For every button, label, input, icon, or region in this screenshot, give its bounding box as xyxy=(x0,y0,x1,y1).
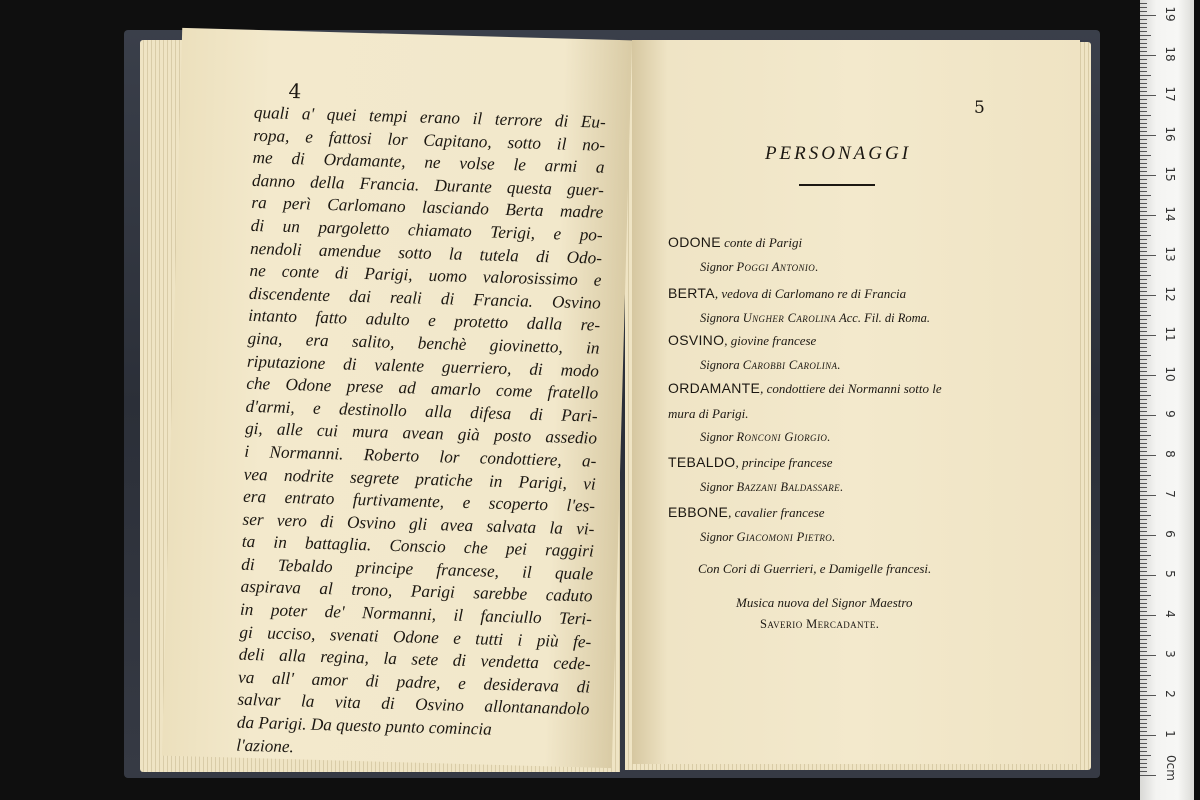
ruler-tick xyxy=(1140,647,1147,648)
measuring-ruler xyxy=(1140,0,1194,800)
character-name: ORDAMANTE xyxy=(668,380,761,396)
ruler-tick xyxy=(1140,627,1147,628)
text-line: i Normanni. Roberto lor condottiere, a- xyxy=(244,441,597,471)
text-line: che Odone prese ad amarlo come fratello xyxy=(246,373,599,403)
ruler-tick xyxy=(1140,759,1147,760)
ruler-tick xyxy=(1140,515,1151,516)
performer-title: Signor xyxy=(700,430,737,444)
ruler-tick xyxy=(1140,623,1147,624)
ruler-number: 19 xyxy=(1163,6,1177,22)
ruler-tick xyxy=(1140,159,1147,160)
ruler-tick xyxy=(1140,415,1156,416)
page-title: PERSONAGGI xyxy=(764,143,912,164)
ruler-tick xyxy=(1140,463,1147,464)
ruler-tick xyxy=(1140,219,1147,220)
ruler-tick xyxy=(1140,743,1147,744)
ruler-tick xyxy=(1140,535,1156,536)
ruler-number: 4 xyxy=(1163,610,1177,618)
ruler-tick xyxy=(1140,27,1147,28)
text-line: vea nodrite segrete pratiche in Parigi, vi xyxy=(243,464,596,494)
character-name: BERTA xyxy=(668,285,715,301)
ruler-tick xyxy=(1140,311,1147,312)
ruler-tick xyxy=(1140,459,1147,460)
performer-name: Poggi Antonio xyxy=(736,260,816,274)
ruler-tick xyxy=(1140,703,1147,704)
ruler-tick xyxy=(1140,111,1147,112)
ruler-tick xyxy=(1140,431,1147,432)
text-line: intanto fatto adulto e protetto dalla re- xyxy=(247,306,601,335)
page-number-left: 4 xyxy=(288,78,302,104)
ruler-tick xyxy=(1140,327,1147,328)
ruler-tick xyxy=(1140,775,1156,776)
ruler-tick xyxy=(1140,591,1147,592)
ruler-tick xyxy=(1140,163,1147,164)
ruler-tick xyxy=(1140,747,1147,748)
performer-title: Signor xyxy=(700,260,737,274)
cast-role xyxy=(668,285,906,302)
ruler-tick xyxy=(1140,479,1147,480)
ruler-tick xyxy=(1140,767,1147,768)
ruler-tick xyxy=(1140,443,1147,444)
ruler-tick xyxy=(1140,339,1147,340)
performer-note: . xyxy=(832,530,836,544)
ruler-tick xyxy=(1140,295,1156,296)
ruler-tick xyxy=(1140,355,1151,356)
cast-role xyxy=(668,332,816,349)
ruler-tick xyxy=(1140,643,1147,644)
ruler-tick xyxy=(1140,635,1151,636)
performer xyxy=(700,480,843,495)
ruler-tick xyxy=(1140,195,1151,196)
ruler-tick xyxy=(1140,487,1147,488)
character-name: OSVINO xyxy=(668,332,725,348)
ruler-tick xyxy=(1140,87,1147,88)
performer-note: . xyxy=(815,260,819,274)
cast-role xyxy=(668,504,825,521)
performer xyxy=(700,260,818,275)
ruler-number: 2 xyxy=(1163,690,1177,698)
ruler-tick xyxy=(1140,271,1147,272)
ruler-tick xyxy=(1140,695,1156,696)
ruler-tick xyxy=(1140,263,1147,264)
ruler-tick xyxy=(1140,675,1151,676)
ruler-tick xyxy=(1140,667,1147,668)
ruler-tick xyxy=(1140,427,1147,428)
ruler-tick xyxy=(1140,335,1156,336)
ruler-tick xyxy=(1140,379,1147,380)
ruler-tick xyxy=(1140,247,1147,248)
ruler-tick xyxy=(1140,671,1147,672)
cast-role xyxy=(668,380,942,397)
ruler-tick xyxy=(1140,571,1147,572)
composer-name: Saverio Mercadante. xyxy=(760,617,880,631)
ruler-number: 13 xyxy=(1163,246,1177,262)
ruler-tick xyxy=(1140,411,1147,412)
ruler-tick xyxy=(1140,551,1147,552)
text-line: da Parigi. Da questo punto comincia xyxy=(236,712,492,739)
ruler-tick xyxy=(1140,203,1147,204)
ruler-tick xyxy=(1140,103,1147,104)
text-line: ne conte di Parigi, uomo valorosissimo e xyxy=(249,260,602,290)
ruler-tick xyxy=(1140,275,1151,276)
ruler-tick xyxy=(1140,207,1147,208)
ruler-tick xyxy=(1140,603,1147,604)
page-number-right: 5 xyxy=(974,98,985,118)
text-line: aspirava al trono, Parigi sarebbe caduto xyxy=(240,577,593,607)
ruler-tick xyxy=(1140,231,1147,232)
ruler-number: 9 xyxy=(1163,410,1177,418)
character-description-cont: mura di Parigi. xyxy=(668,406,749,421)
text-line: discendente dai reali di Francia. Osvino xyxy=(248,283,601,313)
ruler-tick xyxy=(1140,363,1147,364)
ruler-tick xyxy=(1140,131,1147,132)
cast-role xyxy=(668,454,833,471)
ruler-number: 8 xyxy=(1163,450,1177,458)
ruler-tick xyxy=(1140,107,1147,108)
ruler-tick xyxy=(1140,143,1147,144)
ruler-tick xyxy=(1140,147,1147,148)
performer-name: Carobbi Carolina xyxy=(742,358,838,372)
ruler-tick xyxy=(1140,687,1147,688)
character-description: , giovine francese xyxy=(724,333,817,348)
ruler-tick xyxy=(1140,727,1147,728)
ruler-tick xyxy=(1140,323,1147,324)
character-description: , principe francese xyxy=(735,455,833,470)
ruler-tick xyxy=(1140,751,1147,752)
ruler-tick xyxy=(1140,595,1151,596)
ruler-tick xyxy=(1140,451,1147,452)
ruler-tick xyxy=(1140,79,1147,80)
ruler-tick xyxy=(1140,191,1147,192)
ruler-tick xyxy=(1140,679,1147,680)
ruler-tick xyxy=(1140,31,1147,32)
performer-note: . xyxy=(827,430,831,444)
ruler-tick xyxy=(1140,507,1147,508)
ruler-tick xyxy=(1140,95,1156,96)
text-line: ropa, e fattosi lor Capitano, sotto il no- xyxy=(253,125,606,155)
ruler-tick xyxy=(1140,127,1147,128)
text-line: di Tebaldo principe francese, il quale xyxy=(241,554,594,584)
ruler-tick xyxy=(1140,583,1147,584)
ruler-tick xyxy=(1140,539,1147,540)
ruler-tick xyxy=(1140,611,1147,612)
character-description: , vedova di Carlomano re di Francia xyxy=(714,286,907,301)
ruler-tick xyxy=(1140,319,1147,320)
ruler-tick xyxy=(1140,707,1147,708)
ruler-tick xyxy=(1140,455,1156,456)
ruler-tick xyxy=(1140,531,1147,532)
text-line: gina, era salito, benchè giovinetto, in xyxy=(247,328,600,358)
ruler-number: 3 xyxy=(1163,650,1177,658)
ruler-tick xyxy=(1140,3,1147,4)
ruler-tick xyxy=(1140,555,1151,556)
ruler-tick xyxy=(1140,151,1147,152)
ruler-tick xyxy=(1140,35,1151,36)
ruler-tick xyxy=(1140,47,1147,48)
performer xyxy=(700,358,841,373)
ruler-tick xyxy=(1140,227,1147,228)
performer-title: Signor xyxy=(700,530,737,544)
ruler-tick xyxy=(1140,527,1147,528)
performer-note: Acc. Fil. di Roma. xyxy=(836,311,931,325)
ruler-tick xyxy=(1140,395,1151,396)
ruler-tick xyxy=(1140,711,1147,712)
ruler-tick xyxy=(1140,659,1147,660)
ruler-tick xyxy=(1140,683,1147,684)
ruler-tick xyxy=(1140,123,1147,124)
ruler-tick xyxy=(1140,223,1147,224)
ruler-tick xyxy=(1140,383,1147,384)
ruler-tick xyxy=(1140,755,1151,756)
ruler-tick xyxy=(1140,179,1147,180)
ruler-tick xyxy=(1140,523,1147,524)
ruler-tick xyxy=(1140,579,1147,580)
cast-role xyxy=(668,234,802,251)
ruler-tick xyxy=(1140,299,1147,300)
ruler-tick xyxy=(1140,423,1147,424)
ruler-number: 1 xyxy=(1163,730,1177,738)
ruler-tick xyxy=(1140,491,1147,492)
ruler-tick xyxy=(1140,419,1147,420)
character-name: ODONE xyxy=(668,234,721,250)
ruler-tick xyxy=(1140,771,1147,772)
ruler-tick xyxy=(1140,211,1147,212)
ruler-tick xyxy=(1140,279,1147,280)
ruler-tick xyxy=(1140,439,1147,440)
text-line: deli alla regina, la sete di vendetta cede- xyxy=(238,644,591,674)
ruler-tick xyxy=(1140,259,1147,260)
character-description: conte di Parigi xyxy=(720,235,803,250)
ruler-tick xyxy=(1140,11,1147,12)
performer-note: . xyxy=(840,480,844,494)
right-page xyxy=(632,40,1080,764)
text-line: era entrato furtivamente, e scoperto l'es- xyxy=(242,486,596,516)
performer xyxy=(700,430,830,445)
ruler-number: 15 xyxy=(1163,166,1177,182)
text-line: di un pargoletto chiamato Terigi, e po- xyxy=(250,215,603,245)
ruler-tick xyxy=(1140,23,1147,24)
ruler-tick xyxy=(1140,15,1156,16)
ruler-tick xyxy=(1140,587,1147,588)
ruler-tick xyxy=(1140,59,1147,60)
ruler-tick xyxy=(1140,375,1156,376)
ruler-tick xyxy=(1140,7,1147,8)
performer-title: Signora xyxy=(700,311,743,325)
text-line: d'armi, e destinollo alla difesa di Pari- xyxy=(245,396,598,426)
ruler-tick xyxy=(1140,371,1147,372)
performer-name: Ronconi Giorgio xyxy=(736,430,828,444)
ruler-tick xyxy=(1140,255,1156,256)
ruler-tick xyxy=(1140,543,1147,544)
character-description: , cavalier francese xyxy=(728,505,825,520)
ruler-number: 14 xyxy=(1163,206,1177,222)
ruler-tick xyxy=(1140,235,1151,236)
ruler-tick xyxy=(1140,503,1147,504)
ruler-tick xyxy=(1140,495,1156,496)
ruler-number: 12 xyxy=(1163,286,1177,302)
ruler-tick xyxy=(1140,739,1147,740)
ruler-tick xyxy=(1140,731,1147,732)
ruler-tick xyxy=(1140,19,1147,20)
chorus-note: Con Cori di Guerrieri, e Damigelle francesi. xyxy=(698,561,932,576)
ruler-tick xyxy=(1140,115,1151,116)
text-line: riputazione di valente guerriero, di modo xyxy=(246,351,600,381)
ruler-tick xyxy=(1140,119,1147,120)
ruler-tick xyxy=(1140,619,1147,620)
left-page xyxy=(162,28,632,768)
performer-title: Signor xyxy=(700,480,737,494)
text-line: l'azione. xyxy=(235,735,295,756)
ruler-tick xyxy=(1140,175,1156,176)
ruler-tick xyxy=(1140,155,1151,156)
text-line: me di Ordamante, ne volse le armi a xyxy=(252,148,605,177)
ruler-tick xyxy=(1140,547,1147,548)
title-rule xyxy=(799,184,875,186)
ruler-tick xyxy=(1140,287,1147,288)
character-name: TEBALDO xyxy=(668,454,736,470)
ruler-tick xyxy=(1140,399,1147,400)
ruler-number: 5 xyxy=(1163,570,1177,578)
ruler-tick xyxy=(1140,283,1147,284)
ruler-tick xyxy=(1140,347,1147,348)
ruler-tick xyxy=(1140,359,1147,360)
music-credit-line1: Musica nuova del Signor Maestro xyxy=(736,595,913,610)
text-line: in poter de' Normanni, il fanciullo Teri- xyxy=(239,599,593,629)
ruler-tick xyxy=(1140,367,1147,368)
performer-name: Ungher Carolina xyxy=(742,311,837,325)
ruler-tick xyxy=(1140,387,1147,388)
text-line: quali a' quei tempi erano il terrore di Eu- xyxy=(253,102,607,132)
ruler-tick xyxy=(1140,735,1156,736)
text-line: gi ucciso, svenati Odone e tutti i più fe- xyxy=(239,622,592,652)
ruler-unit-label: 0cm xyxy=(1164,755,1178,781)
ruler-tick xyxy=(1140,135,1156,136)
ruler-tick xyxy=(1140,343,1147,344)
ruler-tick xyxy=(1140,483,1147,484)
ruler-tick xyxy=(1140,75,1151,76)
ruler-tick xyxy=(1140,315,1151,316)
ruler-tick xyxy=(1140,631,1147,632)
ruler-tick xyxy=(1140,251,1147,252)
text-line: ra perì Carlomano lasciando Berta madre xyxy=(251,193,604,223)
ruler-tick xyxy=(1140,691,1147,692)
ruler-tick xyxy=(1140,331,1147,332)
ruler-tick xyxy=(1140,511,1147,512)
ruler-tick xyxy=(1140,43,1147,44)
ruler-number: 11 xyxy=(1163,326,1177,342)
ruler-tick xyxy=(1140,199,1147,200)
ruler-tick xyxy=(1140,407,1147,408)
ruler-tick xyxy=(1140,699,1147,700)
ruler-tick xyxy=(1140,763,1147,764)
text-line: ta in battaglia. Conscio che pei raggiri xyxy=(241,532,595,561)
text-line: danno della Francia. Durante questa guer- xyxy=(251,170,605,200)
ruler-tick xyxy=(1140,243,1147,244)
ruler-tick xyxy=(1140,55,1156,56)
ruler-tick xyxy=(1140,291,1147,292)
character-description: , condottiere dei Normanni sotto le xyxy=(760,381,942,396)
ruler-tick xyxy=(1140,267,1147,268)
ruler-tick xyxy=(1140,171,1147,172)
ruler-tick xyxy=(1140,239,1147,240)
ruler-tick xyxy=(1140,71,1147,72)
ruler-tick xyxy=(1140,51,1147,52)
character-name: EBBONE xyxy=(668,504,729,520)
ruler-tick xyxy=(1140,499,1147,500)
ruler-tick xyxy=(1140,67,1147,68)
ruler-tick xyxy=(1140,303,1147,304)
ruler-tick xyxy=(1140,655,1156,656)
ruler-tick xyxy=(1140,607,1147,608)
ruler-tick xyxy=(1140,187,1147,188)
ruler-tick xyxy=(1140,651,1147,652)
ruler-tick xyxy=(1140,183,1147,184)
text-line: ser vero di Osvino gli avea salvata la vi- xyxy=(242,509,595,539)
ruler-tick xyxy=(1140,83,1147,84)
text-line: gi, alle cui mura avean già posto assedio xyxy=(244,419,598,448)
performer-note: . xyxy=(837,358,841,372)
ruler-tick xyxy=(1140,519,1147,520)
ruler-tick xyxy=(1140,435,1151,436)
text-line: salvar la vita di Osvino allontanandolo xyxy=(237,690,590,719)
ruler-tick xyxy=(1140,391,1147,392)
performer xyxy=(700,311,930,326)
ruler-tick xyxy=(1140,563,1147,564)
ruler-tick xyxy=(1140,559,1147,560)
ruler-tick xyxy=(1140,663,1147,664)
text-line: va all' amor di padre, e desiderava di xyxy=(237,667,591,697)
ruler-tick xyxy=(1140,639,1147,640)
ruler-tick xyxy=(1140,599,1147,600)
ruler-tick xyxy=(1140,723,1147,724)
performer-name: Giacomoni Pietro xyxy=(736,530,833,544)
ruler-tick xyxy=(1140,715,1151,716)
performer xyxy=(700,530,835,545)
ruler-tick xyxy=(1140,39,1147,40)
ruler-tick xyxy=(1140,307,1147,308)
ruler-tick xyxy=(1140,91,1147,92)
ruler-number: 7 xyxy=(1163,490,1177,498)
ruler-tick xyxy=(1140,475,1151,476)
ruler-tick xyxy=(1140,567,1147,568)
left-page-text xyxy=(236,102,606,767)
ruler-tick xyxy=(1140,447,1147,448)
ruler-number: 18 xyxy=(1163,46,1177,62)
ruler-number: 16 xyxy=(1163,126,1177,142)
ruler-tick xyxy=(1140,139,1147,140)
ruler-tick xyxy=(1140,471,1147,472)
ruler-tick xyxy=(1140,575,1156,576)
ruler-number: 6 xyxy=(1163,530,1177,538)
ruler-tick xyxy=(1140,719,1147,720)
text-line: nendoli amendue sotto la tutela di Odo- xyxy=(249,238,603,268)
ruler-tick xyxy=(1140,215,1156,216)
ruler-tick xyxy=(1140,615,1156,616)
ruler-tick xyxy=(1140,63,1147,64)
ruler-tick xyxy=(1140,403,1147,404)
performer-name: Bazzani Baldassare xyxy=(736,480,841,494)
performer-title: Signora xyxy=(700,358,743,372)
ruler-number: 10 xyxy=(1163,366,1177,382)
ruler-tick xyxy=(1140,99,1147,100)
ruler-tick xyxy=(1140,351,1147,352)
ruler-number: 17 xyxy=(1163,86,1177,102)
ruler-tick xyxy=(1140,167,1147,168)
ruler-tick xyxy=(1140,467,1147,468)
